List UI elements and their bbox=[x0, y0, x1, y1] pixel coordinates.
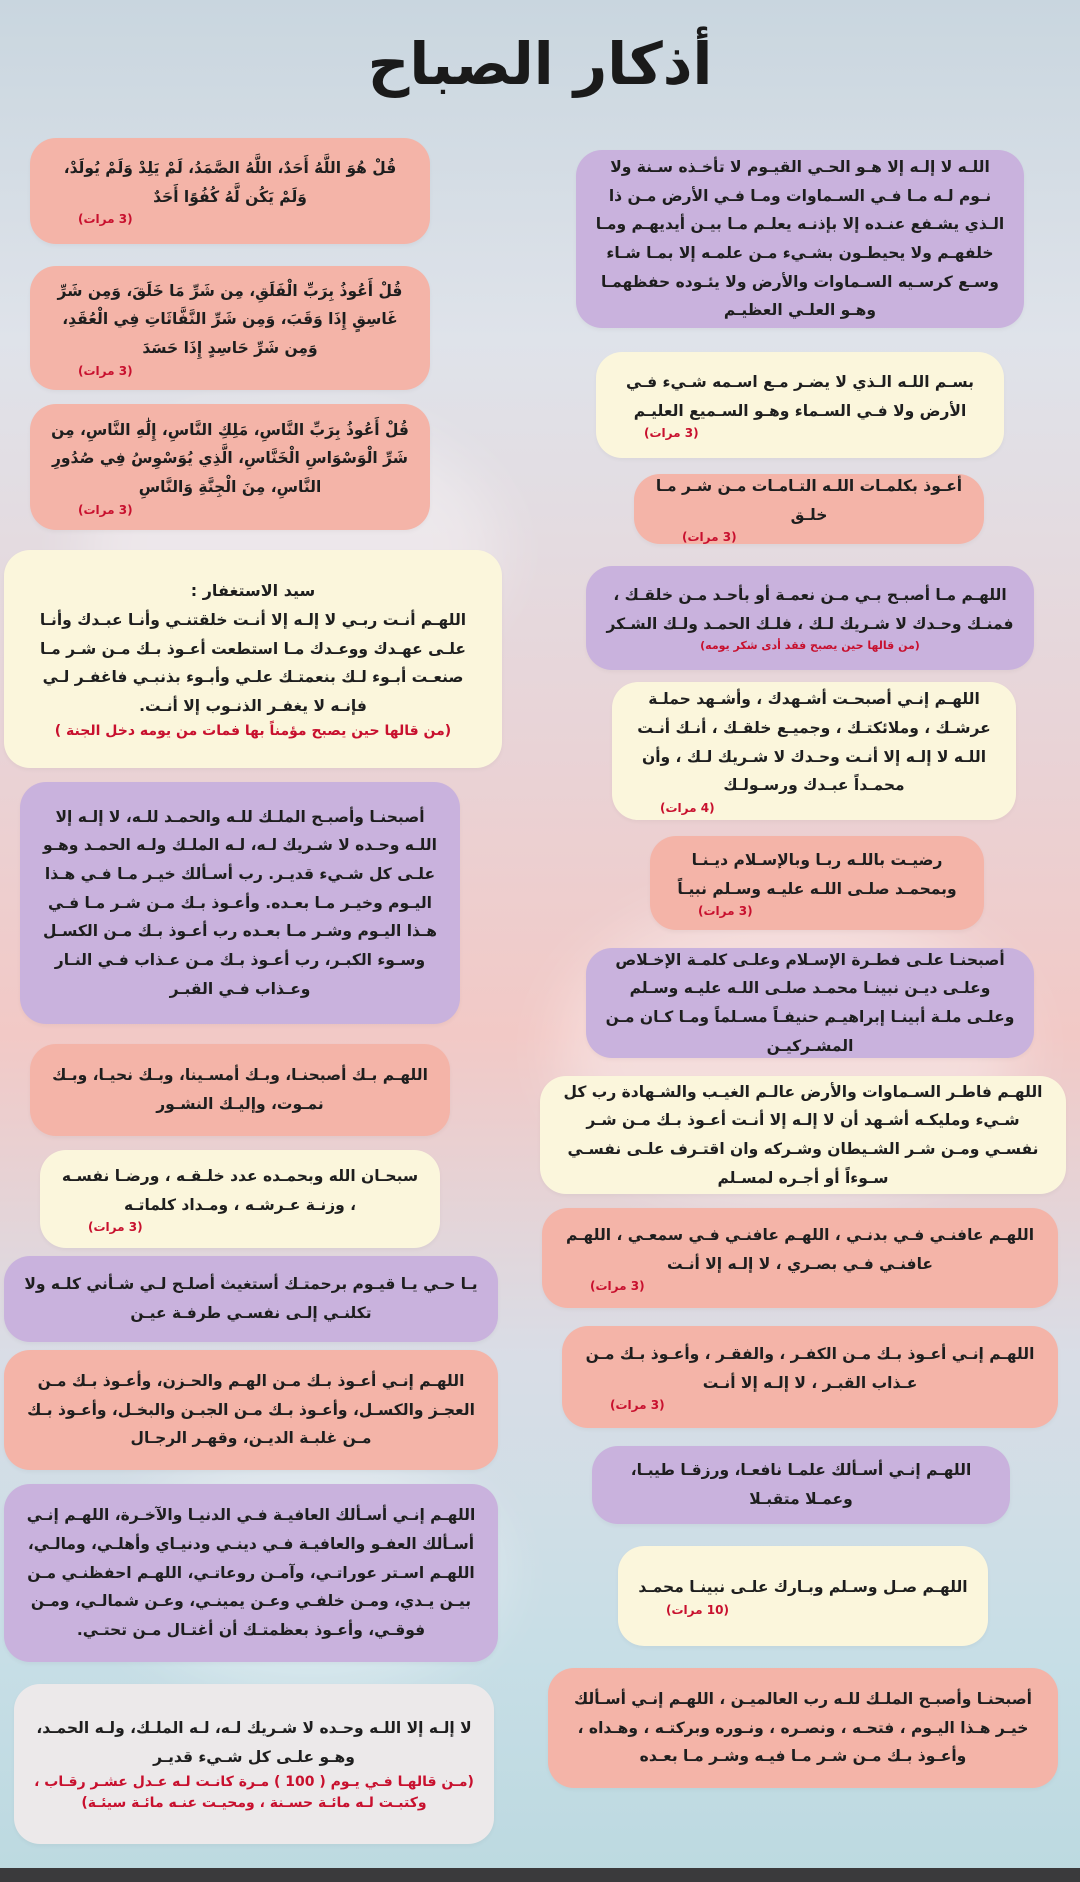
repeat-count: (3 مرات) bbox=[78, 502, 133, 517]
dhikr-card-subhan-allah bbox=[40, 1150, 440, 1248]
dhikr-card-afiyah bbox=[4, 1484, 498, 1662]
dhikr-card-salawat bbox=[618, 1546, 988, 1646]
dhikr-text: أصبحنـا وأصبـح الملـك للـه والحمـد للـه، لا إلـه إلا اللـه وحـده لا شـريك لـه، لـه الملـك ولـه الحمـد وهـو علـى كل شـيء قديـر. رب أسـألك خيـر مـا فـي هـذا اليـوم وخيـر مـا بعـده. وأعـوذ بـك مـن شـر مـا فـي هـذا اليـوم وشـر مـا بعـده رب أعـوذ بـك مـن الكسـل وسـوء الكبـر، رب أعـوذ بـك مـن عـذاب فـي النـار وعـذاب فـي القبـر bbox=[42, 807, 438, 998]
dhikr-text: اللهـم إنـي أعـوذ بـك مـن الهـم والحـزن، وأعـوذ بـك مـن العجـز والكسـل، وأعـوذ بـك مـن الجبـن والبخـل، وأعـوذ بـك مـن غلبـة الديـن، وقهـر الرجـال bbox=[27, 1371, 475, 1448]
repeat-count: (3 مرات) bbox=[78, 363, 133, 378]
repeat-count: (3 مرات) bbox=[682, 530, 737, 545]
bottom-bar bbox=[0, 1868, 1080, 1882]
repeat-count: (3 مرات) bbox=[590, 1279, 645, 1294]
dhikr-text: اللهـم عافنـي فـي بدنـي ، اللهـم عافنـي فـي سمعـي ، اللهـم عافنـي فـي بصـري ، لا إلـه إلا أنـت bbox=[565, 1225, 1035, 1273]
dhikr-text: اللهـم مـا أصبـح بـي مـن نعمـة أو بأحـد مـن خلقـك ، فمنـك وحـدك لا شـريك لـك ، فلـك الحمـد ولـك الشـكر bbox=[606, 586, 1014, 633]
dhikr-card-raditu bbox=[650, 836, 984, 930]
dhikr-text: اللهـم أنـت ربـي لا إلـه إلا أنـت خلقتنـي وأنـا عبـدك وأنـا علـى عهـدك ووعـدك مـا استطعت أعـوذ بـك مـن شـر مـا صنعـت أبـوء لـك بنعمتـك علـي وأبـوء بذنبـي فاغفـر لـي فإنـه لا يغفـر الذنـوب إلا أنـت. bbox=[39, 610, 467, 715]
dhikr-text: أعـوذ بكلمـات اللـه التـامـات مـن شـر مـا خلـق bbox=[655, 476, 963, 524]
dhikr-text: اللهـم إنـي أصبحـت أشـهدك ، وأشـهد حملـة عرشـك ، وملائكتـك ، وجميـع خلقـك ، أنـك أنـت اللـه لا إلـه إلا أنـت وحـدك لا شـريك لـك ، وأن محمـداً عبـدك ورسـولـك bbox=[637, 690, 991, 795]
dhikr-text: أصبحنـا علـى فطـرة الإسـلام وعلـى كلمـة الإخـلاص وعلـى ديـن نبينـا محمـد صلـى اللـه عليـه وسـلم وعلـى ملـة أبينـا إبراهيـم حنيفـاً مسـلماً ومـا كـان مـن المشـركيـن bbox=[605, 950, 1015, 1055]
page-title: أذكار الصباح bbox=[367, 30, 713, 98]
dhikr-card-ilman-nafian bbox=[592, 1446, 1010, 1524]
dhikr-text: اللهـم بـك أصبحنـا، وبـك أمسـينا، وبـك نحيـا، وبـك نمـوت، وإليـك النشـور bbox=[52, 1066, 428, 1113]
dhikr-card-khayr-hadha-yawm bbox=[548, 1668, 1058, 1788]
dhikr-card-kufr-faqr bbox=[562, 1326, 1058, 1428]
dhikr-text: رضيـت باللـه ربـا وبالإسـلام ديـنـا وبمحمـد صلـى اللـه عليـه وسـلم نبيـاً bbox=[677, 850, 957, 898]
dhikr-text: أصبحنـا وأصبـح الملـك للـه رب العالميـن ، اللهـم إنـي أسـألك خيـر هـذا اليـوم ، فتحـه ، ونصـره ، ونـوره وبركتـه ، وهـداه ، وأعـوذ بـك مـن شـر مـا فيـه وشـر مـا بعـده bbox=[573, 1689, 1032, 1766]
virtue-note: (من قالها حين يصبح فقد أدى شكر يومه) bbox=[700, 639, 920, 653]
dhikr-card-ikhlas bbox=[30, 138, 430, 244]
dhikr-card-tahlil-100 bbox=[14, 1684, 494, 1844]
repeat-count: (4 مرات) bbox=[660, 800, 715, 815]
dhikr-text: قُلْ أَعُوذُ بِرَبِّ الْفَلَقِ، مِن شَرِّ مَا خَلَقَ، وَمِن شَرِّ غَاسِقٍ إِذَا وَقَبَ، وَمِن شَرِّ النَّفَّاثَاتِ فِي الْعُقَدِ، وَمِن شَرِّ حَاسِدٍ إِذَا حَسَدَ bbox=[57, 281, 403, 357]
repeat-count: (3 مرات) bbox=[88, 1220, 143, 1235]
card-heading: سيد الاستغفار : bbox=[190, 581, 316, 601]
dhikr-text: سبحـان الله وبحمـده عدد خلـقـه ، ورضـا نفسـه ، وزنـة عـرشـه ، ومـداد كلماتـه bbox=[61, 1166, 419, 1214]
dhikr-text: لا إلـه إلا اللـه وحـده لا شـريك لـه، لـه الملـك، ولـه الحمـد، وهـو علـى كل شـيء قديـر bbox=[36, 1719, 472, 1766]
dhikr-card-fitrat-islam bbox=[586, 948, 1034, 1058]
repeat-count: (3 مرات) bbox=[610, 1398, 665, 1413]
dhikr-card-afini bbox=[542, 1208, 1058, 1308]
dhikr-text: يـا حـي يـا قيـوم برحمتـك أستغيث أصلـح لـي شـأني كلـه ولا تكلنـي إلـى نفسـي طرفـة عيـن bbox=[24, 1275, 478, 1322]
dhikr-text: بسـم اللـه الـذي لا يضـر مـع اسـمه شـيء فـي الأرض ولا فـي السـماء وهـو السـميع العليـم bbox=[626, 372, 974, 420]
virtue-note: (من قالها حين يصبح مؤمناً بها فمات من يومه دخل الجنة ) bbox=[54, 722, 452, 739]
dhikr-card-ma-asbaha-bi bbox=[586, 566, 1034, 670]
dhikr-card-ya-hayy bbox=[4, 1256, 498, 1342]
dhikr-text: اللهـم إنـي أعـوذ بـك مـن الكفـر ، والفقـر ، وأعـوذ بـك مـن عـذاب القبـر ، لا إلـه إلا أنـت bbox=[585, 1344, 1035, 1392]
dhikr-card-bika-asbahna bbox=[30, 1044, 450, 1136]
dhikr-card-falaq bbox=[30, 266, 430, 390]
dhikr-card-fatir-samawat bbox=[540, 1076, 1066, 1194]
dhikr-text: اللهـم صـل وسـلم وبـارك علـى نبينـا محمـد bbox=[638, 1578, 968, 1597]
dhikr-card-ushhiduk bbox=[612, 682, 1016, 820]
repeat-count: (3 مرات) bbox=[698, 904, 753, 919]
dhikr-text: اللهـم إنـي أسـألك علمـا نافعـا، ورزقـا طيبـا، وعمـلا متقبـلا bbox=[630, 1461, 972, 1508]
dhikr-card-hamm-hazan bbox=[4, 1350, 498, 1470]
dhikr-card-kalimat-tammat bbox=[634, 474, 984, 544]
dhikr-text: اللهـم إنـي أسـألك العافيـة فـي الدنيـا والآخـرة، اللهـم إنـي أسـألك العفـو والعافيـة فـي دينـي ودنيـاي وأهلـي، ومالـي، اللهـم اسـتر عوراتـي، وآمـن روعاتـي، اللهـم احفظنـي مـن بيـن يـدي، ومـن خلفـي وعـن يمينـي، وعـن شمالـي، ومـن فوقـي، وأعـوذ بعظمتـك أن أغتـال مـن تحتـي. bbox=[26, 1506, 476, 1639]
dhikr-card-ayat-al-kursi bbox=[576, 150, 1024, 328]
dhikr-card-asbahna-mulk bbox=[20, 782, 460, 1024]
dhikr-text: قُلْ أَعُوذُ بِرَبِّ النَّاسِ، مَلِكِ النَّاسِ، إِلَٰهِ النَّاسِ، مِن شَرِّ الْوَسْوَاسِ الْخَنَّاسِ، الَّذِي يُوَسْوِسُ فِي صُدُورِ النَّاسِ، مِنَ الْجِنَّةِ وَالنَّاسِ bbox=[51, 420, 409, 496]
virtue-note: (مـن قالهـا فـي يـوم ( 100 ) مـرة كانـت لـه عـدل عشـر رقـاب ، وكتبـت لـه مائـة حسـنة ، ومحيـت عنـه مائـة سيئـة) bbox=[34, 1773, 474, 1811]
dhikr-text: قُلْ هُوَ اللَّهُ أَحَدٌ، اللَّهُ الصَّمَدُ، لَمْ يَلِدْ وَلَمْ يُولَدْ، وَلَمْ يَكُن لَّهُ كُفُوًا أَحَدٌ bbox=[63, 158, 397, 206]
dhikr-text: اللـه لا إلـه إلا هـو الحـي القيـوم لا تأخـذه سـنة ولا نـوم لـه مـا فـي السـماوات ومـا فـي الأرض مـن ذا الـذي يشـفع عنـده إلا بإذنـه يعلـم مـا بيـن أيديهـم ومـا خلفهـم ولا يحيطـون بشـيء مـن علمـه إلا بمـا شـاء وسـع كرسـيه السـماوات والأرض ولا يئـوده حفظهمـا وهـو العلـي العظيـم bbox=[595, 157, 1005, 320]
dhikr-card-nas bbox=[30, 404, 430, 530]
dhikr-card-sayyid-istighfar bbox=[4, 550, 502, 768]
repeat-count: (10 مرات) bbox=[666, 1602, 729, 1617]
dhikr-card-bismillah bbox=[596, 352, 1004, 458]
repeat-count: (3 مرات) bbox=[78, 212, 133, 227]
repeat-count: (3 مرات) bbox=[644, 426, 699, 441]
dhikr-text: اللهـم فاطـر السـماوات والأرض عالـم الغيـب والشـهادة رب كل شـيء ومليكـه أشـهد أن لا إلـه إلا أنـت أعـوذ بـك مـن شـر نفسـي ومـن شـر الشـيطان وشـركه وان اقتـرف علـى نفسـي سـوءاً أو أجـره لمسـلم bbox=[563, 1082, 1043, 1187]
